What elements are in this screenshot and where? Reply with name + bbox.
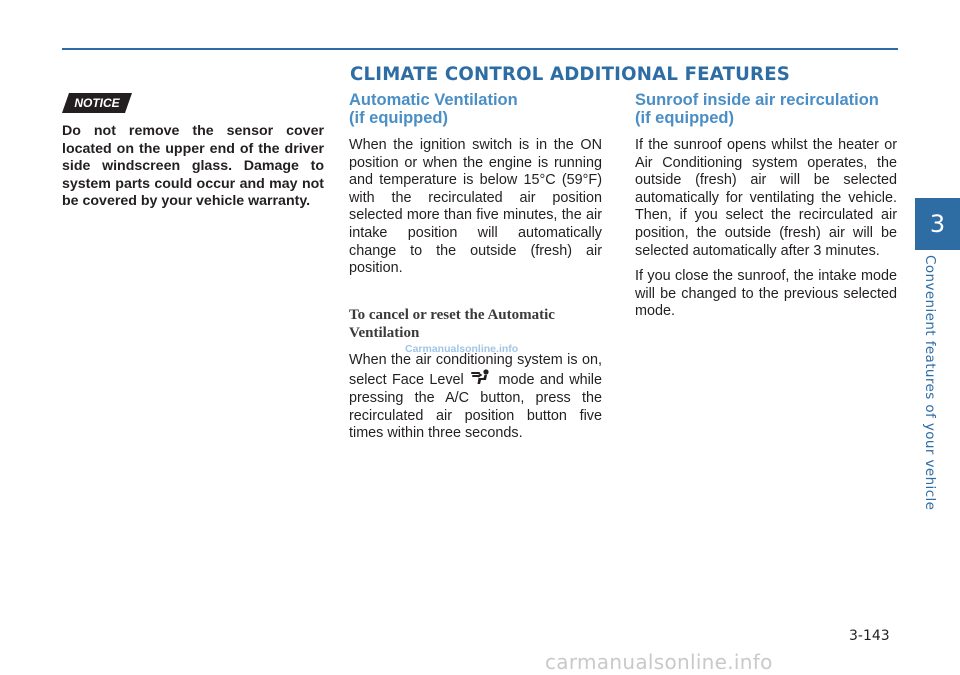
face-level-mode-icon xyxy=(471,369,491,387)
automatic-ventilation-heading xyxy=(349,91,602,127)
chapter-number-tab: 3 xyxy=(915,198,960,250)
automatic-ventilation-heading-line1: Automatic Ventilation xyxy=(349,91,518,109)
sunroof-heading xyxy=(635,91,897,127)
cancel-reset-subheading: To cancel or reset the Automatic Ventilation xyxy=(349,306,555,341)
automatic-ventilation-heading-line2: (if equipped) xyxy=(349,109,448,127)
page-number: 3-143 xyxy=(849,628,890,644)
sunroof-paragraph-2: If you close the sunroof, the intake mode will be changed to the previous selected mode. xyxy=(635,268,897,320)
top-rule xyxy=(62,48,898,50)
sunroof-heading-line1: Sunroof inside air recirculation xyxy=(635,91,879,109)
cancel-reset-instructions xyxy=(349,352,602,443)
inline-watermark: Carmanualsonline.info xyxy=(405,343,519,355)
cancel-text-after: mode and while pressing the A/C button, press the recirculated air position button five times within three seconds. xyxy=(349,372,603,442)
notice-badge xyxy=(62,93,132,113)
notice-badge-label: NOTICE xyxy=(74,96,120,110)
sunroof-column xyxy=(635,91,897,329)
automatic-ventilation-body: When the ignition switch is in the ON position or when the engine is running and temperature is below 15°C (59°F) with the recirculated air position selected more than five minutes, the air intake position will automatically change to the outside (fresh) air position. xyxy=(349,137,602,277)
sunroof-paragraph-1: If the sunroof opens whilst the heater or Air Conditioning system operates, the outside (fresh) air will be selected automatically for ventilating the vehicle. Then, if you select the recirculated air position, the outside (fresh) air will be selected automatically after 3 minutes. xyxy=(635,137,897,259)
footer-watermark: carmanualsonline.info xyxy=(545,650,773,674)
cancel-text-before: When the air conditioning system is on, select Face Level xyxy=(349,351,602,389)
section-title: CLIMATE CONTROL ADDITIONAL FEATURES xyxy=(350,64,791,85)
automatic-ventilation-column xyxy=(349,91,602,451)
chapter-title: Convenient features of your vehicle xyxy=(922,255,938,511)
notice-text: Do not remove the sensor cover located on the upper end of the driver side windscreen glass. Damage to system parts could occur and may not be covered by your vehicle warranty. xyxy=(62,123,324,210)
sunroof-heading-line2: (if equipped) xyxy=(635,109,734,127)
